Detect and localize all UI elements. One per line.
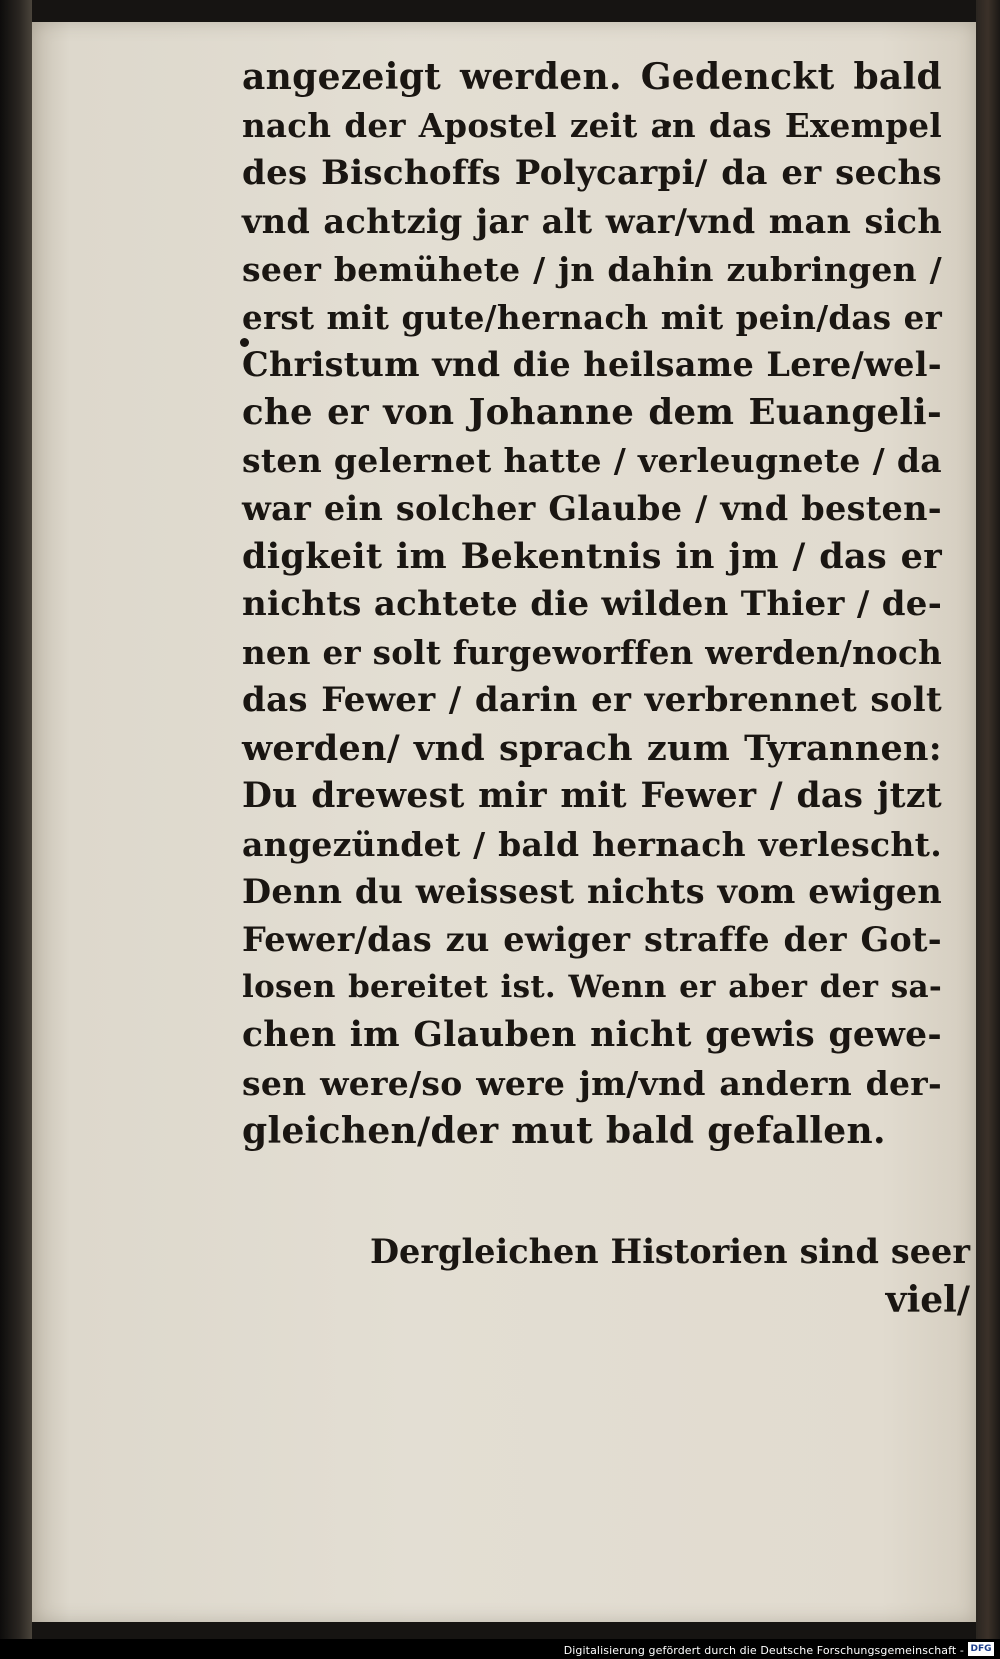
dfg-logo-icon: DFG	[968, 1642, 994, 1656]
text-line: chen im Glauben nicht gewis gewe-	[242, 1015, 942, 1056]
text-line: werden/ vnd sprach zum Tyrannen:	[242, 727, 942, 769]
text-line: Denn du weissest nichts vom ewigen	[242, 872, 942, 912]
text-line: vnd achtzig jar alt war/vnd man sich	[242, 201, 942, 241]
text-line: sen were/so were jm/vnd andern der-	[242, 1064, 942, 1104]
body-paragraph	[242, 54, 942, 1156]
text-line: Dergleichen Historien sind seer	[370, 1232, 970, 1271]
book-cover-edge	[0, 0, 32, 1659]
text-line: des Bischoffs Polycarpi/ da er sechs	[242, 152, 942, 193]
catchword: viel/	[885, 1279, 970, 1321]
text-line: das Fewer / darin er verbrennet solt	[242, 679, 942, 720]
funding-credit: Digitalisierung gefördert durch die Deutsche Forschungsgemeinschaft -	[563, 1644, 964, 1657]
text-line: gleichen/der mut bald gefallen.	[242, 1109, 886, 1152]
text-line: digkeit im Bekentnis in jm / das er	[242, 536, 942, 578]
text-line: nichts achtete die wilden Thier / de-	[242, 583, 943, 624]
text-line: sten gelernet hatte / verleugnete / da	[242, 441, 942, 481]
text-line: angezündet / bald hernach verlescht.	[242, 824, 942, 864]
text-line: seer bemühete / jn dahin zubringen /	[242, 249, 942, 289]
text-line: nen er solt furgeworffen werden/noch	[242, 632, 942, 672]
footer-bar	[0, 1639, 1000, 1659]
text-line: Christum vnd die heilsame Lere/wel-	[242, 345, 942, 385]
text-line: Fewer/das zu ewiger straffe der Got-	[242, 920, 942, 960]
text-line: erst mit gute/hernach mit pein/das er	[242, 297, 942, 337]
page-fore-edge	[976, 0, 1000, 1659]
text-line: war ein solcher Glaube / vnd besten-	[242, 489, 942, 529]
text-line: angezeigt werden. Gedenckt bald	[242, 56, 942, 98]
text-line: che er von Johanne dem Euangeli-	[242, 392, 942, 434]
next-paragraph	[370, 1228, 970, 1324]
text-line: Du drewest mir mit Fewer / das jtzt	[242, 775, 942, 816]
text-line: losen bereitet ist. Wenn er aber der sa-	[242, 969, 942, 1006]
text-line: nach der Apostel zeit an das Exempel	[242, 105, 942, 145]
